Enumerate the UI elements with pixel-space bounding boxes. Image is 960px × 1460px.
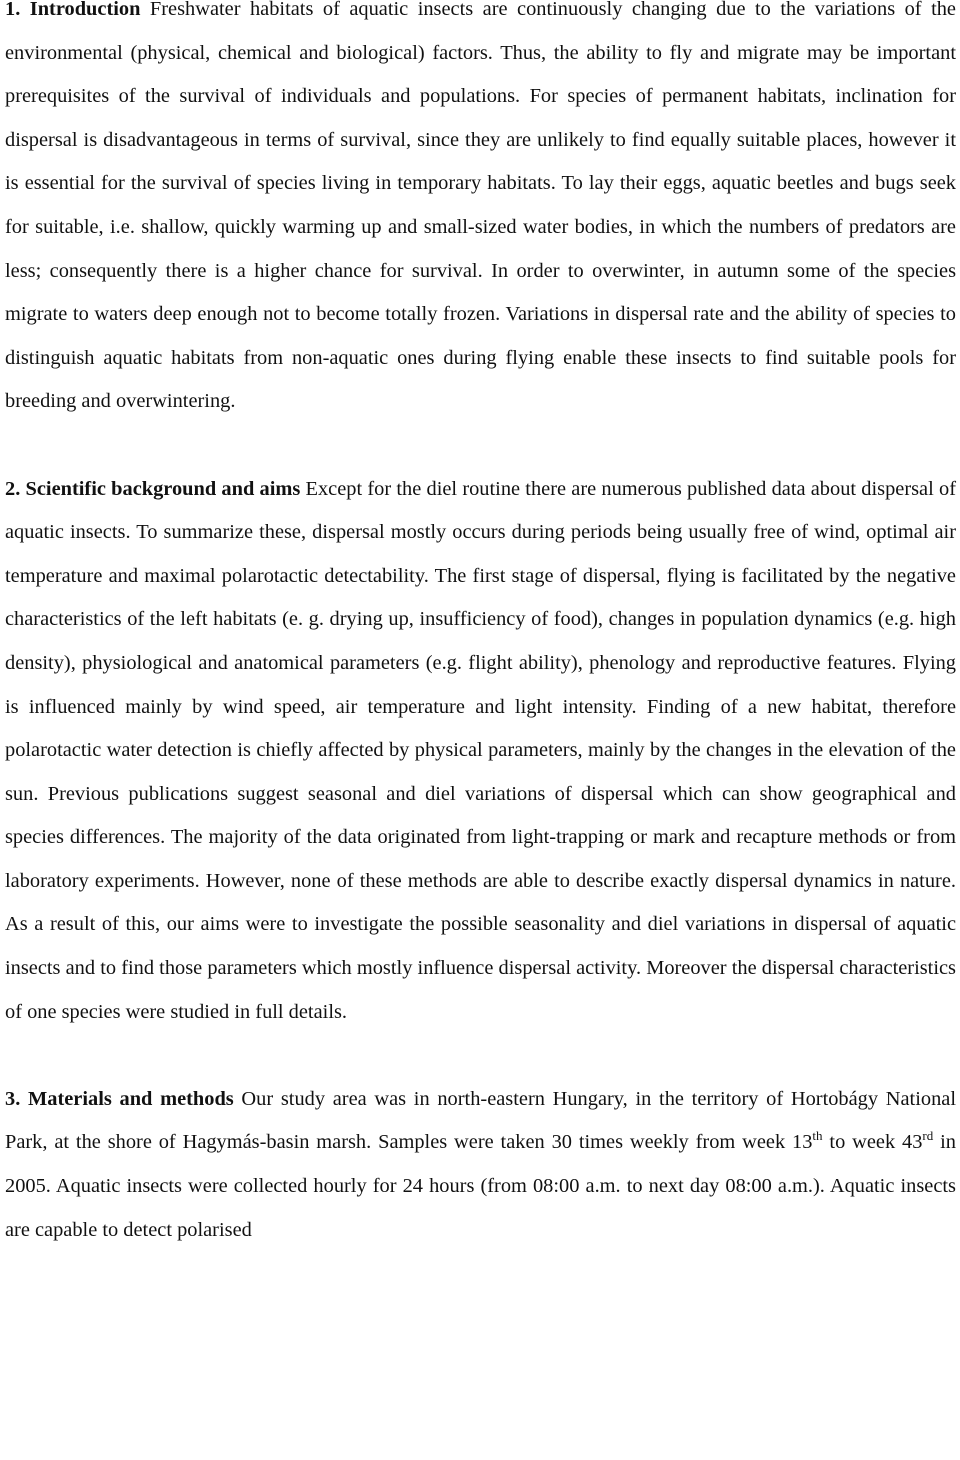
section-body: Our study area was in north-eastern Hungary, in the territory of Hortobágy National Park, at the shore of Hagymás-basin marsh. Samples were taken 30 times weekly from week 13 — [5, 1087, 956, 1154]
paper-page — [5, 0, 956, 1252]
section-body: Except for the diel routine there are numerous published data about dispersal of aquatic insects. To summarize these, dispersal mostly occurs during periods being usually free of wind, optimal air temperature and maximal polarotactic detectability. The first stage of dispersal, flying is facilitated by the negative characteristics of the left habitats (e. g. drying up, insufficiency of food), changes in population dynamics (e.g. high density), physiological and anatomical parameters (e.g. flight ability), phenology and reproductive features. Flying is influenced mainly by wind speed, air temperature and light intensity. Finding of a new habitat, therefore polarotactic water detection is chiefly affected by physical parameters, mainly by the changes in the elevation of the sun. Previous publications suggest seasonal and diel variations of dispersal which can show geographical and species differences. The majority of the data originated from light-trapping or mark and recapture methods or from laboratory experiments. However, none of these methods are able to describe exactly dispersal dynamics in nature. As a result of this, our aims were to investigate the possible seasonality and diel variations in dispersal of aquatic insects and to find those parameters which mostly influence dispersal activity. Moreover the dispersal characteristics of one species were studied in full details. — [5, 477, 956, 1023]
section-introduction — [5, 0, 956, 424]
section-body: Freshwater habitats of aquatic insects are continuously changing due to the variations of the environmental (physical, chemical and biological) factors. Thus, the ability to fly and migrate may be important prerequisites of the survival of individuals and populations. For species of permanent habitats, inclination for dispersal is disadvantageous in terms of survival, since they are unlikely to find equally suitable places, however it is essential for the survival of species living in temporary habitats. To lay their eggs, aquatic beetles and bugs seek for suitable, i.e. shallow, quickly warming up and small-sized water bodies, in which the numbers of predators are less; consequently there is a higher chance for survival. In order to overwinter, in autumn some of the species migrate to waters deep enough not to become totally frozen. Variations in dispersal rate and the ability of species to distinguish aquatic habitats from non-aquatic ones during flying enable these insects to find suitable pools for breeding and overwintering. — [5, 0, 956, 413]
section-heading: 2. Scientific background and aims — [5, 477, 301, 500]
ordinal-superscript: rd — [922, 1128, 934, 1144]
ordinal-superscript: th — [812, 1128, 823, 1144]
section-background — [5, 468, 956, 1035]
section-heading: 3. Materials and methods — [5, 1087, 234, 1110]
section-heading: 1. Introduction — [5, 0, 141, 20]
section-body: to week 43 — [822, 1131, 923, 1154]
section-methods — [5, 1078, 956, 1252]
section-body: in 2005. Aquatic insects were collected hourly for 24 hours (from 08:00 a.m. to next day 08:00 a.m.). Aquatic insects are capable to detect polarised — [5, 1131, 956, 1241]
